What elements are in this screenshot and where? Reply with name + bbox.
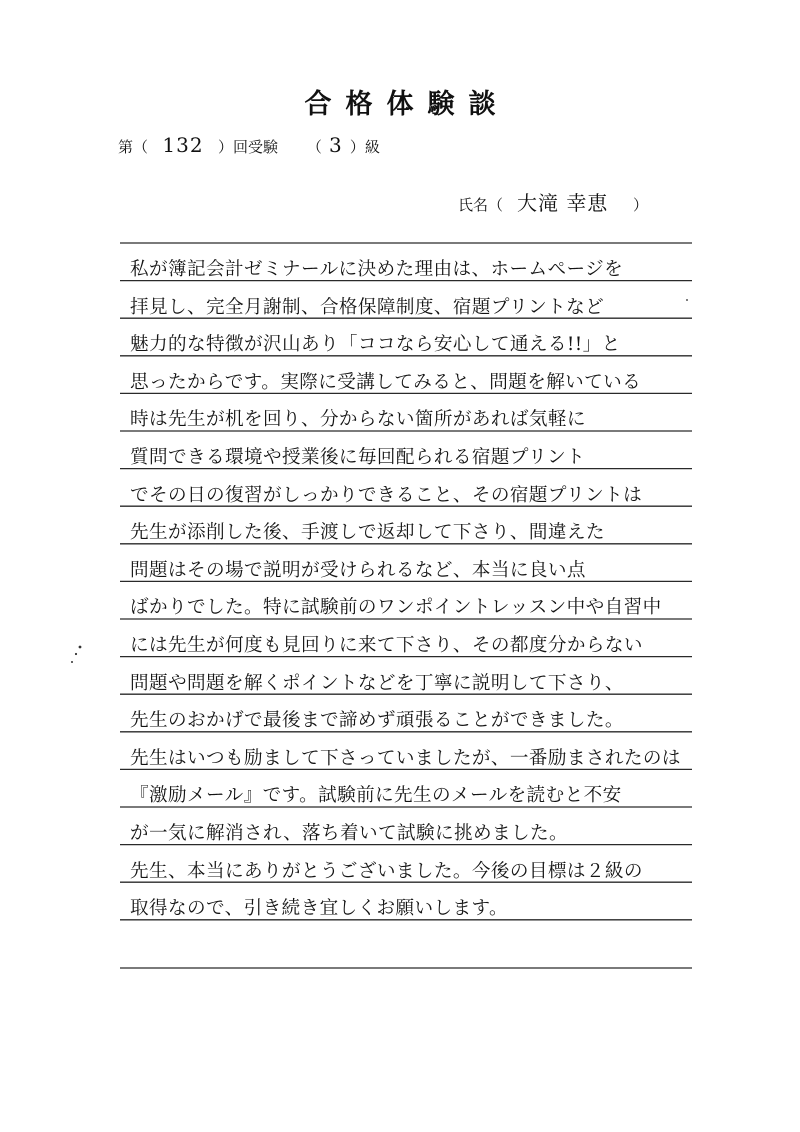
grade-open: （ xyxy=(306,138,322,156)
grade-value: 3 xyxy=(328,133,343,157)
essay-line: 先生が添削した後、手渡しで返却して下さり、間違えた xyxy=(130,522,605,544)
essay-line: 『激励メール』です。試験前に先生のメールを読むと不安 xyxy=(130,785,622,807)
essay-line: 取得なので、引き続き宜しくお願いします。 xyxy=(130,898,509,920)
essay-line: 思ったからです。実際に受講してみると、問題を解いている xyxy=(130,371,642,393)
exam-number-value: 132 xyxy=(162,133,204,157)
essay-line: でその日の復習がしっかりできること、その宿題プリントは xyxy=(130,484,643,506)
exam-number-prefix: 第（ xyxy=(118,138,149,156)
essay-line: 先生のおかげで最後まで諦めず頑張ることができました。 xyxy=(130,710,624,732)
exam-number-suffix: ）回受験 xyxy=(218,138,279,156)
essay-line: 先生はいつも励まして下さっていましたが、一番励まされたのは xyxy=(130,747,681,769)
essay-line: ばかりでした。特に試験前のワンポイントレッスン中や自習中 xyxy=(130,597,662,619)
page-title: 合格体験談 xyxy=(304,89,510,120)
name-close: ） xyxy=(633,196,649,214)
essay-line: 先生、本当にありがとうございました。今後の目標は２級の xyxy=(130,860,643,882)
essay-line: 時は先生が机を回り、分からない箇所があれば気軽に xyxy=(130,409,586,431)
name-label: 氏名（ xyxy=(458,196,504,214)
essay-line: 問題はその場で説明が受けられるなど、本当に良い点 xyxy=(130,559,586,581)
essay-line: には先生が何度も見回りに来て下さり、その都度分からない xyxy=(130,634,643,656)
essay-line: が一気に解消され、落ち着いて試験に挑めました。 xyxy=(130,822,568,844)
name-value: 大滝 幸恵 xyxy=(517,191,609,215)
essay-line: 私が簿記会計ゼミナールに決めた理由は、ホームページを xyxy=(130,259,624,280)
essay-line: 質問できる環境や授業後に毎回配られる宿題プリント xyxy=(130,446,586,468)
essay-line: 魅力的な特徴が沢山あり「ココなら安心して通える!!」と xyxy=(130,334,621,356)
essay-line: 問題や問題を解くポイントなどを丁寧に説明して下さり、 xyxy=(130,672,624,694)
essay-line: 拝見し、完全月謝制、合格保障制度、宿題プリントなど xyxy=(130,296,605,318)
grade-close: ）級 xyxy=(349,138,380,156)
